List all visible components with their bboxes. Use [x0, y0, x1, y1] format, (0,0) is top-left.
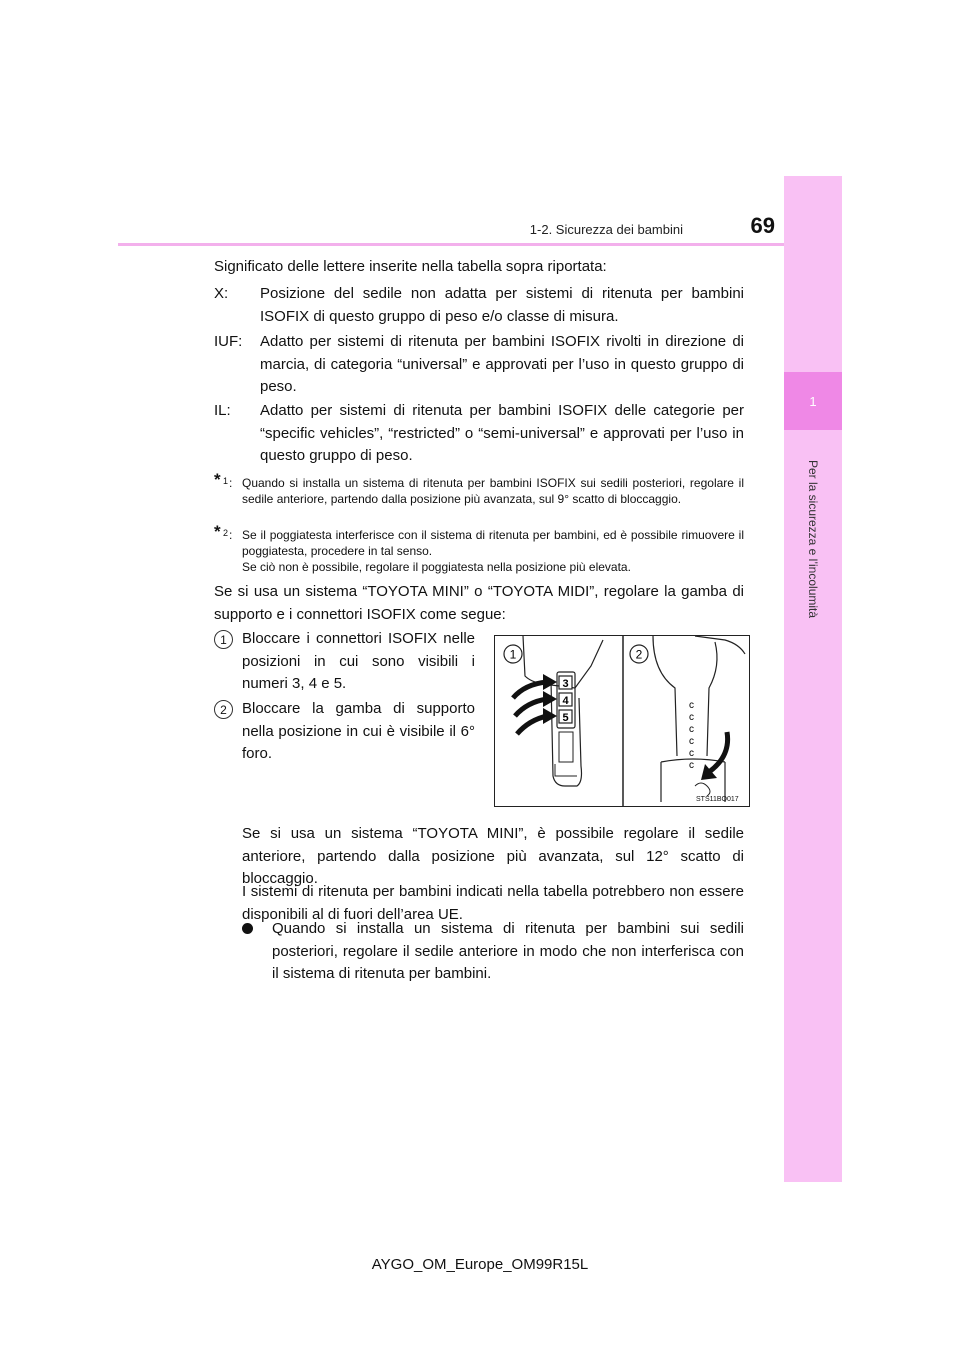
step-1-badge: 1 — [214, 630, 233, 649]
bullet-dot-icon — [242, 923, 253, 934]
definition-key: X: — [214, 285, 229, 302]
toyota-intro-paragraph: Se si usa un sistema “TOYOTA MINI” o “TOYOTA MIDI”, regolare la gamba di supporto e i connettori ISOFIX come segue: — [214, 583, 744, 623]
chapter-side-tab — [784, 176, 842, 1182]
svg-text:c: c — [689, 760, 694, 771]
svg-text:c: c — [689, 748, 694, 759]
header-rule — [118, 243, 784, 246]
svg-text:c: c — [689, 712, 694, 723]
arrow-icon — [513, 674, 557, 698]
footnote-text: Quando si installa un sistema di ritenuta per bambini ISOFIX sui sedili posteriori, regolare il sedile anteriore, partendo dalla posizione più avanzata, sul 9° scatto di bloccaggio. — [242, 476, 744, 506]
svg-text:5: 5 — [562, 712, 569, 724]
step-1-text: Bloccare i connettori ISOFIX nelle posizioni in cui sono visibili i numeri 3, 4 e 5. — [242, 630, 475, 692]
footer-document-code: AYGO_OM_Europe_OM99R15L — [371, 1256, 589, 1273]
chapter-number: 1 — [809, 393, 817, 409]
footnote-asterisk: * — [214, 522, 221, 541]
footnote-asterisk: * — [214, 470, 221, 489]
arrow-icon — [517, 708, 557, 734]
number-label-5 — [559, 710, 572, 724]
svg-text:c: c — [689, 724, 694, 735]
definition-key: IL: — [214, 402, 231, 419]
footnote-text-line1: Se il poggiatesta interferisce con il sistema di ritenuta per bambini, ed è possibile rimuovere il poggiatesta, procedere in tal senso. — [242, 528, 744, 558]
definition-key: IUF: — [214, 333, 243, 350]
svg-text:3: 3 — [562, 678, 569, 690]
svg-text:c: c — [689, 736, 694, 747]
definition-text: Adatto per sistemi di ritenuta per bambini ISOFIX rivolti in direzione di marcia, di categoria “universal” e approvati per l’uso in questo gruppo di peso. — [260, 333, 744, 395]
svg-text:4: 4 — [562, 695, 569, 707]
isofix-illustration — [494, 635, 750, 807]
footnote-1: * 1 : Quando si installa un sistema di ritenuta per bambini ISOFIX sui sedili posteriori, regolare il sedile anteriore, partendo dalla posizione più avanzata, sul 9° scatto di bloccaggio. — [214, 470, 744, 506]
section-label: 1-2. Sicurezza dei bambini — [529, 222, 683, 237]
availability-paragraph: I sistemi di ritenuta per bambini indicati nella tabella potrebbero non essere disponibili al di fuori dell’area UE. — [242, 883, 744, 923]
svg-text:1: 1 — [509, 647, 517, 662]
callout-1 — [504, 645, 522, 663]
definition-text: Posizione del sedile non adatta per sistemi di ritenuta per bambini ISOFIX di questo gruppo di peso e/o classe di misura. — [260, 285, 744, 325]
step-2-badge: 2 — [214, 700, 233, 719]
chapter-title: Per la sicurezza e l’incolumità — [806, 459, 820, 619]
number-label-3 — [559, 676, 572, 690]
step-2-text: Bloccare la gamba di supporto nella posizione in cui è visibile il 6° foro. — [242, 700, 475, 762]
footnote-number: 2 — [223, 528, 229, 538]
figure-code: STS11BO017 — [696, 796, 739, 803]
chapter-title-vertical — [785, 444, 841, 634]
page-number: 69 — [750, 213, 775, 238]
arrow-icon — [701, 732, 728, 780]
callout-2 — [630, 645, 648, 663]
footnote-number: 1 — [223, 476, 229, 486]
mini-note-paragraph: Se si usa un sistema “TOYOTA MINI”, è possibile regolare il sedile anteriore, partendo dalla posizione più avanzata, sul 12° scatto di bloccaggio. — [242, 825, 744, 887]
footnote-2: * 2 : Se il poggiatesta interferisce con il sistema di ritenuta per bambini, ed è possibile rimuovere il poggiatesta, procedere in tal senso. Se ciò non è possibile, regolare il poggiatesta nella posizione più elevata. — [214, 522, 744, 574]
arrow-icon — [515, 691, 557, 716]
definition-x — [214, 283, 744, 328]
definition-text: Adatto per sistemi di ritenuta per bambini ISOFIX delle categorie per “specific vehicles”, “restricted” o “semi-universal” e approvati per l’uso in questo gruppo di peso. — [260, 402, 744, 464]
svg-text:2: 2 — [635, 647, 643, 662]
bullet-text: Quando si installa un sistema di ritenuta per bambini sui sedili posteriori, regolare il sedile anteriore in modo che non interferisca con il sistema di ritenuta per bambini. — [272, 920, 744, 982]
support-leg-holes — [689, 700, 694, 771]
isofix-illustration-svg — [495, 636, 749, 806]
intro-paragraph: Significato delle lettere inserite nella tabella sopra riportata: — [214, 258, 607, 275]
definition-iuf — [214, 331, 744, 399]
footnote-text-line2: Se ciò non è possibile, regolare il poggiatesta nella posizione più elevata. — [242, 560, 631, 574]
bullet-item — [242, 918, 744, 986]
svg-text:c: c — [689, 700, 694, 711]
number-label-4 — [559, 693, 572, 707]
definition-il — [214, 400, 744, 468]
